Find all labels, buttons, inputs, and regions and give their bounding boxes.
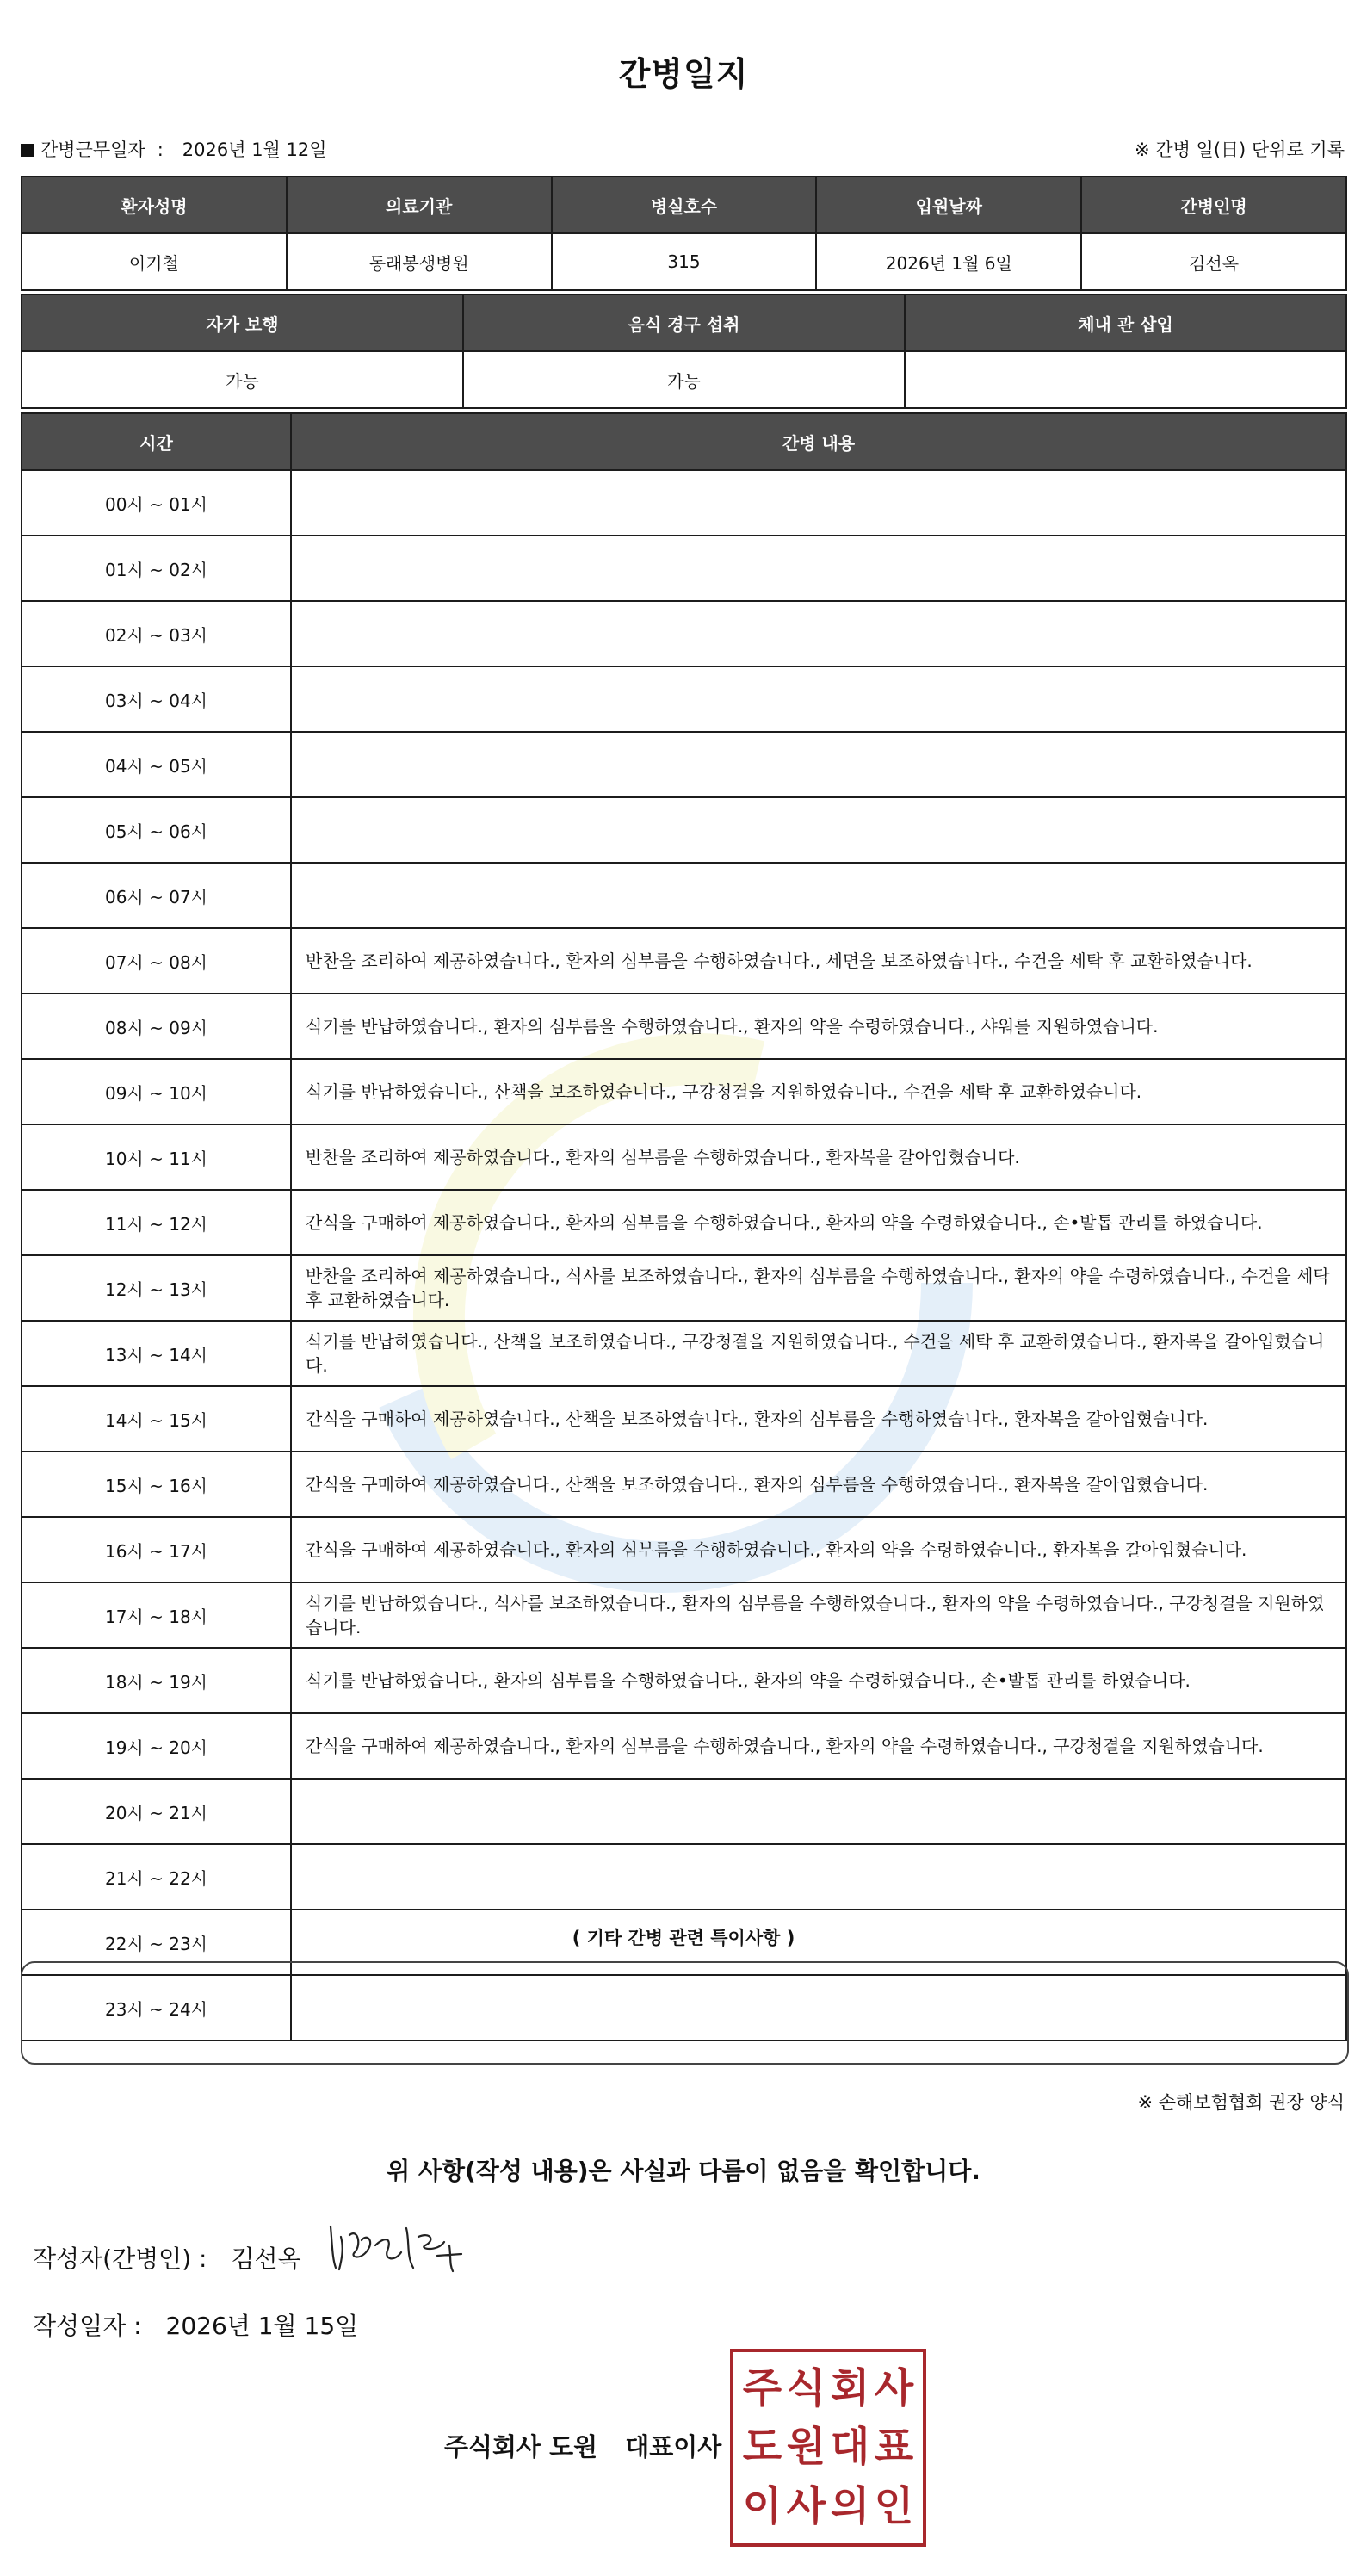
oral-intake-value: 가능 xyxy=(463,351,905,408)
care-log-row xyxy=(22,1779,1346,1844)
care-time-cell: 10시 ~ 11시 xyxy=(22,1124,291,1190)
header-cell: 의료기관 xyxy=(287,176,552,233)
written-date-value: 2026년 1월 15일 xyxy=(165,2312,359,2340)
care-content-cell: 식기를 반납하였습니다., 환자의 심부름을 수행하였습니다., 환자의 약을 수령하였습니다., 손•발톱 관리를 하였습니다. xyxy=(291,1648,1346,1713)
patient-info-table xyxy=(21,176,1347,291)
care-content-cell: 반찬을 조리하여 제공하였습니다., 환자의 심부름을 수행하였습니다., 세면을 보조하였습니다., 수건을 세탁 후 교환하였습니다. xyxy=(291,928,1346,994)
care-log-row xyxy=(22,601,1346,666)
care-time-cell: 01시 ~ 02시 xyxy=(22,536,291,601)
care-log-row xyxy=(22,928,1346,994)
extra-notes-title: ( 기타 간병 관련 특이사항 ) xyxy=(572,1928,795,1948)
tube-insertion-value xyxy=(905,351,1346,408)
care-content-cell: 간식을 구매하여 제공하였습니다., 환자의 심부름을 수행하였습니다., 환자의 약을 수령하였습니다., 환자복을 갈아입혔습니다. xyxy=(291,1517,1346,1582)
care-content-cell xyxy=(291,601,1346,666)
care-time-cell: 22시 ~ 23시 xyxy=(22,1910,291,1975)
care-log-row xyxy=(22,1582,1346,1648)
care-time-cell: 11시 ~ 12시 xyxy=(22,1190,291,1255)
care-content-cell xyxy=(291,732,1346,797)
seal-character: 사 xyxy=(874,2364,914,2412)
care-time-cell: 21시 ~ 22시 xyxy=(22,1844,291,1910)
seal-character: 이 xyxy=(742,2483,782,2531)
care-time-cell: 07시 ~ 08시 xyxy=(22,928,291,994)
confirmation-statement: 위 사항(작성 내용)은 사실과 다름이 없음을 확인합니다. xyxy=(387,2157,980,2185)
patient-info-value-row xyxy=(22,233,1346,290)
seal-character: 인 xyxy=(874,2483,914,2531)
content-header: 간병 내용 xyxy=(291,413,1346,470)
care-log-row xyxy=(22,1713,1346,1779)
care-time-cell: 13시 ~ 14시 xyxy=(22,1321,291,1386)
seal-character: 원 xyxy=(786,2424,826,2472)
care-content-cell: 간식을 구매하여 제공하였습니다., 산책을 보조하였습니다., 환자의 심부름을 수행하였습니다., 환자복을 갈아입혔습니다. xyxy=(291,1386,1346,1452)
work-date-label: 간병근무일자 xyxy=(40,139,145,160)
care-content-cell xyxy=(291,470,1346,536)
care-log-row xyxy=(22,1452,1346,1517)
square-bullet-icon xyxy=(21,144,34,157)
care-content-cell xyxy=(291,1779,1346,1844)
seal-character: 대 xyxy=(830,2424,870,2472)
care-content-cell: 식기를 반납하였습니다., 산책을 보조하였습니다., 구강청결을 지원하였습니다., 수건을 세탁 후 교환하였습니다. xyxy=(291,1059,1346,1124)
care-log-row xyxy=(22,1124,1346,1190)
care-content-cell: 반찬을 조리하여 제공하였습니다., 환자의 심부름을 수행하였습니다., 환자복을 갈아입혔습니다. xyxy=(291,1124,1346,1190)
ability-table xyxy=(21,294,1347,409)
care-content-cell xyxy=(291,1844,1346,1910)
company-name: 주식회사 도원 xyxy=(444,2432,598,2461)
care-time-cell: 02시 ~ 03시 xyxy=(22,601,291,666)
care-content-cell xyxy=(291,536,1346,601)
company-seal-stamp xyxy=(730,2349,926,2547)
seal-character: 사 xyxy=(786,2483,826,2531)
seal-character: 주 xyxy=(742,2364,782,2412)
care-log-row xyxy=(22,994,1346,1059)
care-log-row xyxy=(22,1386,1346,1452)
header-cell: 간병인명 xyxy=(1081,176,1346,233)
care-time-cell: 15시 ~ 16시 xyxy=(22,1452,291,1517)
care-log-row xyxy=(22,536,1346,601)
care-log-body xyxy=(22,470,1346,2040)
care-content-cell: 간식을 구매하여 제공하였습니다., 산책을 보조하였습니다., 환자의 심부름을 수행하였습니다., 환자복을 갈아입혔습니다. xyxy=(291,1452,1346,1517)
header-cell: 입원날짜 xyxy=(816,176,1081,233)
care-log-row xyxy=(22,863,1346,928)
care-time-cell: 19시 ~ 20시 xyxy=(22,1713,291,1779)
care-log-header-row xyxy=(22,413,1346,470)
extra-notes-box xyxy=(21,1961,1349,2065)
header-cell: 병실호수 xyxy=(552,176,817,233)
self-walking-value: 가능 xyxy=(22,351,463,408)
seal-character: 식 xyxy=(786,2364,826,2412)
writer-label: 작성자(간병인) : xyxy=(33,2245,207,2273)
care-time-cell: 12시 ~ 13시 xyxy=(22,1255,291,1321)
care-time-cell: 00시 ~ 01시 xyxy=(22,470,291,536)
care-content-cell xyxy=(291,666,1346,732)
written-date-line xyxy=(33,2307,358,2342)
time-header: 시간 xyxy=(22,413,291,470)
care-time-cell: 08시 ~ 09시 xyxy=(22,994,291,1059)
header-cell: 자가 보행 xyxy=(22,294,463,351)
care-content-cell: 식기를 반납하였습니다., 산책을 보조하였습니다., 구강청결을 지원하였습니다., 수건을 세탁 후 교환하였습니다., 환자복을 갈아입혔습니다. xyxy=(291,1321,1346,1386)
header-cell: 음식 경구 섭취 xyxy=(463,294,905,351)
care-time-cell: 20시 ~ 21시 xyxy=(22,1779,291,1844)
care-time-cell: 23시 ~ 24시 xyxy=(22,1975,291,2040)
care-time-cell: 04시 ~ 05시 xyxy=(22,732,291,797)
record-note: ※ 간병 일(日) 단위로 기록 xyxy=(1135,139,1345,160)
ability-header-row xyxy=(22,294,1346,351)
care-log-row xyxy=(22,1844,1346,1910)
care-log-row xyxy=(22,470,1346,536)
association-note: ※ 손해보험협회 권장 양식 xyxy=(1137,2092,1345,2113)
care-content-cell: 식기를 반납하였습니다., 식사를 보조하였습니다., 환자의 심부름을 수행하였습니다., 환자의 약을 수령하였습니다., 구강청결을 지원하였습니다. xyxy=(291,1582,1346,1648)
care-content-cell xyxy=(291,797,1346,863)
work-date xyxy=(21,136,327,162)
admission-date: 2026년 1월 6일 xyxy=(816,233,1081,290)
care-content-cell: 간식을 구매하여 제공하였습니다., 환자의 심부름을 수행하였습니다., 환자의 약을 수령하였습니다., 구강청결을 지원하였습니다. xyxy=(291,1713,1346,1779)
seal-character: 표 xyxy=(874,2424,914,2472)
care-content-cell: 간식을 구매하여 제공하였습니다., 환자의 심부름을 수행하였습니다., 환자의 약을 수령하였습니다., 손•발톱 관리를 하였습니다. xyxy=(291,1190,1346,1255)
company-line xyxy=(444,2428,721,2463)
room-number: 315 xyxy=(552,233,817,290)
care-log-table xyxy=(21,412,1347,2041)
care-content-cell xyxy=(291,863,1346,928)
company-ceo-title: 대표이사 xyxy=(625,2432,722,2461)
care-log-row xyxy=(22,1059,1346,1124)
hospital-name: 동래봉생병원 xyxy=(287,233,552,290)
care-time-cell: 14시 ~ 15시 xyxy=(22,1386,291,1452)
work-date-separator: : xyxy=(157,139,164,160)
care-time-cell: 09시 ~ 10시 xyxy=(22,1059,291,1124)
ability-value-row xyxy=(22,351,1346,408)
patient-info-header-row xyxy=(22,176,1346,233)
care-log-row xyxy=(22,797,1346,863)
seal-character: 의 xyxy=(830,2483,870,2531)
work-date-value: 2026년 1월 12일 xyxy=(182,139,327,160)
care-log-row xyxy=(22,1321,1346,1386)
care-time-cell: 18시 ~ 19시 xyxy=(22,1648,291,1713)
care-log-row xyxy=(22,1255,1346,1321)
care-time-cell: 06시 ~ 07시 xyxy=(22,863,291,928)
seal-character: 회 xyxy=(830,2364,870,2412)
care-time-cell: 16시 ~ 17시 xyxy=(22,1517,291,1582)
care-log-row xyxy=(22,1648,1346,1713)
care-time-cell: 03시 ~ 04시 xyxy=(22,666,291,732)
writer-name: 김선옥 xyxy=(231,2245,301,2273)
caregiver-name: 김선옥 xyxy=(1081,233,1346,290)
document-title: 간병일지 xyxy=(618,55,749,93)
handwritten-signature xyxy=(324,2211,470,2280)
care-log-row xyxy=(22,666,1346,732)
header-cell: 환자성명 xyxy=(22,176,287,233)
care-time-cell: 05시 ~ 06시 xyxy=(22,797,291,863)
patient-name: 이기철 xyxy=(22,233,287,290)
care-content-cell: 반찬을 조리하여 제공하였습니다., 식사를 보조하였습니다., 환자의 심부름을 수행하였습니다., 환자의 약을 수령하였습니다., 수건을 세탁 후 교환하였습니다. xyxy=(291,1255,1346,1321)
seal-text-grid xyxy=(740,2359,916,2536)
header-cell: 체내 관 삽입 xyxy=(905,294,1346,351)
care-content-cell: 식기를 반납하였습니다., 환자의 심부름을 수행하였습니다., 환자의 약을 수령하였습니다., 샤워를 지원하였습니다. xyxy=(291,994,1346,1059)
writer-line xyxy=(33,2240,301,2275)
care-log-row xyxy=(22,1517,1346,1582)
care-time-cell: 17시 ~ 18시 xyxy=(22,1582,291,1648)
seal-character: 도 xyxy=(742,2424,782,2472)
written-date-label: 작성일자 : xyxy=(33,2312,142,2340)
care-log-row xyxy=(22,1190,1346,1255)
care-log-row xyxy=(22,732,1346,797)
